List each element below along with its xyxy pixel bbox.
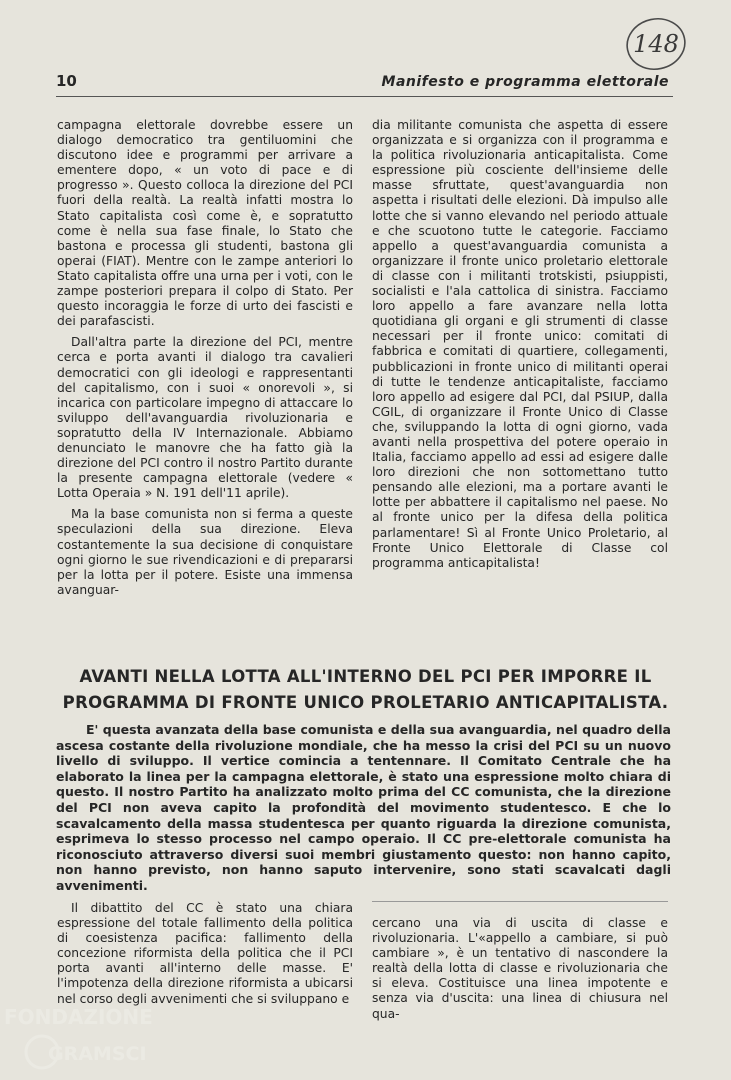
paragraph: Il dibattito del CC è stato una chiara espressione del totale fallimento della politica di coesistenza pacifica: fallimento della concezione riformista della politica che il PCI porta avanti all'interno delle masse. E' l'impotenza della direzione riformista a ubicarsi nel corso degli avvenimenti che si sviluppano e (57, 901, 353, 1006)
paragraph: Ma la base comunista non si ferma a queste speculazioni della sua direzione. Eleva costantemente la sua decisione di conquistare ogni giorno le sue rivendicazioni e di prepararsi per la lotta per il potere. Esiste una immensa avanguar- (57, 507, 353, 597)
right-column-bottom (372, 916, 668, 1028)
left-column-bottom (57, 901, 353, 1013)
watermark-line2: GRAMSCI (48, 1043, 147, 1065)
section-heading: AVANTI NELLA LOTTA ALL'INTERNO DEL PCI PER IMPORRE IL PROGRAMMA DI FRONTE UNICO PROLETARIO ANTICAPITALISTA. (62, 667, 669, 712)
watermark-logo (2, 1000, 182, 1080)
header-rule (56, 96, 673, 97)
intro-paragraph: E' questa avanzata della base comunista e della sua avanguardia, nel quadro della ascesa costante della rivoluzione mondiale, che ha messo la crisi del PCI su un nuovo livello di sviluppo. Il vertice comincia a tentennare. Il Comitato Centrale che ha elaborato la linea per la campagna elettorale, è stato una espressione molto chiara di questo. Il nostro Partito ha analizzato molto prima del CC comunista, che la direzione del PCI non aveva capito la profondità del movimento studentesco. E che lo scavalcamento della massa studentesca per quanto riguarda la direzione comunista, esprimeva lo stesso processo nel campo operaio. Il CC pre-elettorale comunista ha riconosciuto attraverso diversi suoi membri giustamento questo: non hanno capito, non hanno previsto, non hanno saputo intervenire, sono stati scavalcati dagli avvenimenti. (56, 722, 671, 893)
left-column-top (57, 118, 353, 604)
stamp-number: 148 (633, 30, 679, 58)
page-number: 10 (56, 72, 77, 90)
paragraph: campagna elettorale dovrebbe essere un dialogo democratico tra gentiluomini che discutono idee e programmi per arrivare a ementere dopo, « un voto di pace e di progresso ». Questo colloca la direzione del PCI fuori della realtà. La realtà infatti mostra lo Stato capitalista così come è, e sopratutto come è nella sua fase finale, lo Stato che bastona e processa gli studenti, bastona gli operai (FIAT). Mentre con le zampe anteriori lo Stato capitalista offre una urna per i voti, con le zampe posteriori prepara il colpo di Stato. Per questo incoraggia le forze di urto dei fascisti e dei parafascisti. (57, 118, 353, 329)
watermark-line1: FONDAZIONE (4, 1005, 153, 1029)
archive-stamp (620, 14, 688, 76)
column-separator-rule (372, 901, 668, 902)
running-title: Manifesto e programma elettorale (381, 74, 669, 90)
paragraph: cercano una via di uscita di classe e rivoluzionaria. L'«appello a cambiare, si può cambiare », è un tentativo di nascondere la realtà della lotta di classe e rivoluzionaria che si eleva. Costituisce una linea impotente e senza via d'uscita: una linea di chiusura nel qua- (372, 916, 668, 1021)
right-column-top (372, 118, 668, 577)
paragraph: dia militante comunista che aspetta di essere organizzata e si organizza con il programma e la politica rivoluzionaria anticapitalista. Come espressione più cosciente dell'insieme delle masse sfruttate, quest'avanguardia non aspetta i risultati delle elezioni. Dà impulso alle lotte che si vanno elevando nel periodo attuale e che scuotono tutte le categorie. Facciamo appello a quest'avanguardia comunista a organizzare il fronte unico proletario elettorale di classe con i militanti trotskisti, psiuppisti, socialisti e l'ala cattolica di sinistra. Facciamo loro appello a fare avanzare nella lotta quotidiana gli organi e gli strumenti di classe necessari per il fronte unico: comitati di fabbrica e comitati di quartiere, collegamenti, pubblicazioni in fronte unico di militanti operai di tutte le tendenze anticapitaliste, facciamo loro appello ad esigere dal PCI, dal PSIUP, dalla CGIL, di organizzare il Fronte Unico di Classe che, sviluppando la lotta di ogni giorno, vada avanti nella prospettiva del potere operaio in Italia, facciamo appello ad essi ad esigere dalle loro direzioni che non sottomettano tutto pensando alle elezioni, ma a portare avanti le lotte per abbattere il capitalismo nel paese. No al fronte unico per la difesa della politica parlamentare! Sì al Fronte Unico Proletario, al Fronte Unico Elettorale di Classe col programma anticapitalista! (372, 118, 668, 570)
paragraph: Dall'altra parte la direzione del PCI, mentre cerca e porta avanti il dialogo tra cavalieri democratici con gli ideologi e rappresentanti del capitalismo, con i suoi « onorevoli », si incarica con particolare impegno di attaccare lo sviluppo dell'avanguardia rivoluzionaria e sopratutto della IV Internazionale. Abbiamo denunciato le manovre che ha fatto già la direzione del PCI contro il nostro Partito durante la presente campagna elettorale (vedere « Lotta Operaia » N. 191 dell'11 aprile). (57, 335, 353, 501)
